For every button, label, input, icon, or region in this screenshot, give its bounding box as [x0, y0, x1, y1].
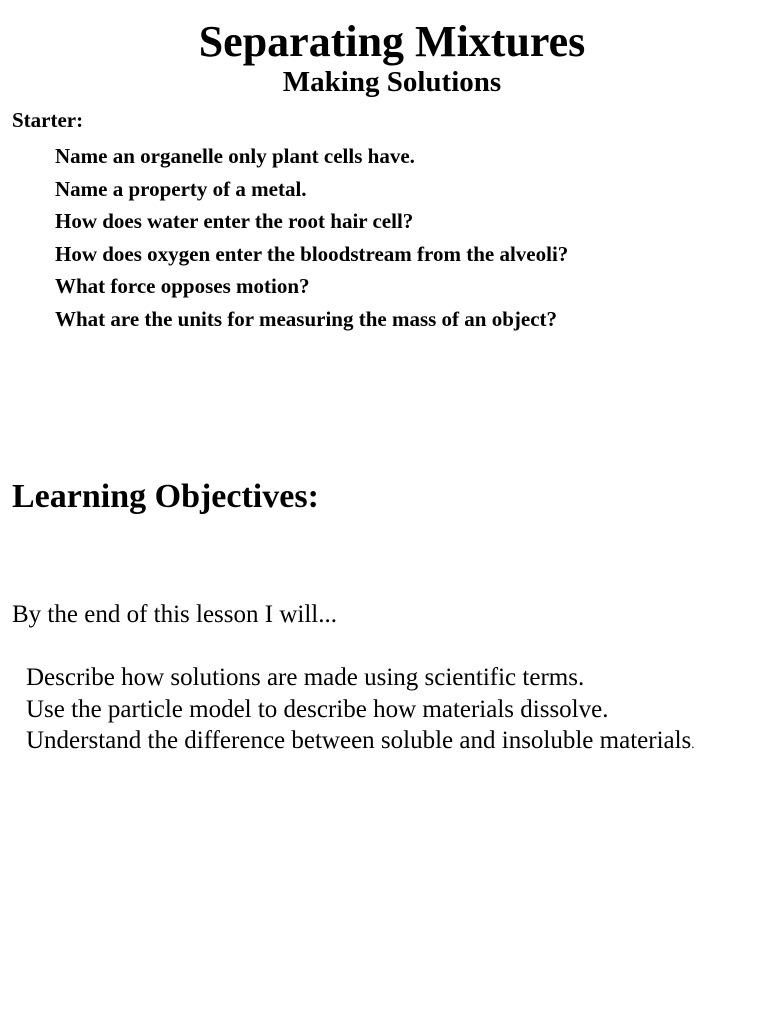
starter-question: What force opposes motion? [55, 274, 310, 299]
page-subtitle: Making Solutions [282, 66, 502, 98]
page-title: Separating Mixtures [198, 17, 586, 66]
starter-question: Name a property of a metal. [55, 176, 307, 201]
objective-end-period: . [691, 736, 695, 751]
starter-question: Name an organelle only plant cells have. [55, 144, 415, 168]
objective-text: Use the particle model to describe how materials dissolve. [26, 695, 609, 723]
objective-item [26, 725, 695, 757]
objective-item [26, 662, 695, 694]
learning-objectives-heading: Learning Objectives: [12, 478, 319, 515]
starter-question: How does oxygen enter the bloodstream from the alveoli? [55, 241, 569, 266]
objective-item [26, 694, 695, 726]
objective-text: Understand the difference between soluble and insoluble materials [26, 727, 692, 754]
objectives-list [26, 662, 695, 757]
objectives-intro: By the end of this lesson I will... [12, 601, 337, 628]
starter-question: What are the units for measuring the mass of an object? [55, 306, 558, 331]
starter-label: Starter: [12, 108, 84, 132]
objective-text: Describe how solutions are made using scientific terms. [26, 664, 585, 691]
starter-question: How does water enter the root hair cell? [55, 209, 414, 234]
starter-question-list [55, 140, 568, 336]
